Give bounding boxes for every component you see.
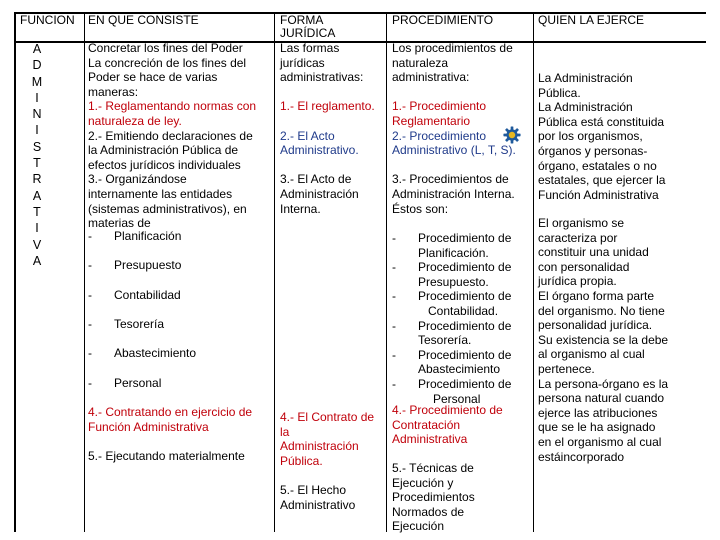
- proc-administrativo-line: Administrativo (L, T, S).: [392, 143, 516, 158]
- funcion-letter: A: [32, 253, 42, 268]
- consiste-bullet-presupuesto: Presupuesto: [114, 258, 182, 272]
- quien-block1-line: órganos y personas-: [538, 144, 648, 158]
- quien-block2-line: pertenece.: [538, 362, 595, 376]
- quien-block2-line: personalidad jurídica.: [538, 318, 653, 333]
- proc-administrativo-line: 2.- Procedimiento: [392, 128, 487, 143]
- proc-sub-dash: -: [392, 289, 396, 304]
- quien-block2-line: El organismo se: [538, 216, 625, 230]
- proc-tecnicas-line: 5.- Técnicas de: [392, 461, 474, 475]
- proc-sub-line: Procedimiento de: [418, 289, 512, 304]
- proc-sub-line: Procedimiento de: [418, 377, 512, 391]
- consiste-bullet-tesoreria: Tesorería: [114, 317, 165, 331]
- quien-block1-line: Pública está constituida: [538, 114, 665, 129]
- proc-contratacion-line: 4.- Procedimiento de: [392, 403, 503, 417]
- funcion-letter: A: [32, 188, 42, 203]
- header-procedimiento: PROCEDIMIENTO: [392, 13, 494, 27]
- consiste-intro-line: La concreción de los fines del: [88, 55, 247, 70]
- funcion-vertical-label: [30, 41, 44, 269]
- consiste-bullet-dash: -: [88, 346, 92, 360]
- forma-contrato-line: Administración: [280, 439, 359, 454]
- quien-block2-line: estáincorporado: [538, 449, 625, 464]
- quien-block2-line: La persona-órgano es la: [538, 376, 669, 391]
- funcion-letter: S: [32, 139, 42, 154]
- proc-sub-line: Procedimiento de: [418, 260, 512, 275]
- proc-sub-line: Personal: [433, 391, 481, 406]
- header-forma-juridica-line1: FORMA: [280, 13, 324, 27]
- proc-sub-line: Planificación.: [418, 245, 489, 260]
- column-divider: [533, 12, 534, 532]
- quien-block2-line: persona natural cuando: [538, 391, 665, 406]
- forma-hecho-line: 5.- El Hecho: [280, 483, 347, 497]
- proc-sub-dash: -: [392, 318, 396, 333]
- consiste-item3-line: internamente las entidades: [88, 187, 233, 201]
- proc-intro-line: Los procedimientos de: [392, 41, 513, 55]
- funcion-letter: I: [35, 123, 39, 138]
- forma-acto-line: 2.- El Acto: [280, 128, 335, 143]
- proc-contratacion-line: Contratación: [392, 417, 461, 432]
- consiste-bullet-dash: -: [88, 376, 92, 390]
- proc-sub-dash: -: [392, 260, 396, 275]
- consiste-item1-line: naturaleza de ley.: [88, 114, 182, 128]
- consiste-bullet-planificacion: Planificación: [114, 229, 182, 243]
- header-forma-juridica-line2: JURÍDICA: [280, 26, 336, 40]
- forma-contrato-line: Pública.: [280, 453, 323, 468]
- proc-sub-dash: -: [392, 377, 396, 391]
- proc-sub-line: Procedimiento de: [418, 231, 512, 245]
- quien-block2-line: constituir una unidad: [538, 245, 649, 260]
- proc-reglamentario-line: 1.- Procedimiento: [392, 99, 487, 114]
- consiste-bullet-dash: -: [88, 258, 92, 272]
- forma-acto-interna-line: Interna.: [280, 201, 321, 216]
- consiste-bullet-dash: -: [88, 288, 92, 302]
- consiste-item2-line: 2.- Emitiendo declaraciones de: [88, 128, 253, 143]
- proc-sub-line: Procedimiento de: [418, 347, 512, 362]
- consiste-bullet-abastecimiento: Abastecimiento: [114, 346, 197, 360]
- forma-acto-line: Administrativo.: [280, 143, 359, 158]
- proc-sub-dash: -: [392, 347, 396, 362]
- funcion-letter: A: [32, 42, 42, 56]
- consiste-item3-line: (sistemas administrativos), en: [88, 201, 247, 216]
- quien-block2-line: en el organismo al cual: [538, 435, 662, 449]
- header-en-que-consiste: EN QUE CONSISTE: [88, 13, 199, 27]
- proc-sub-line: Abastecimiento: [418, 362, 501, 377]
- proc-sub-dash: -: [392, 231, 396, 245]
- forma-acto-interna-line: Administración: [280, 187, 359, 201]
- quien-block1-line: La Administración: [538, 71, 633, 85]
- consiste-bullet-contabilidad: Contabilidad: [114, 288, 181, 302]
- funcion-letter: I: [35, 90, 39, 105]
- column-divider: [84, 12, 85, 532]
- consiste-item4-line: Función Administrativa: [88, 419, 209, 434]
- quien-block1-line: por los organismos,: [538, 129, 643, 144]
- proc-sub-line: Procedimiento de: [418, 318, 512, 333]
- proc-tecnicas-line: Ejecución y: [392, 475, 454, 490]
- quien-block2-line: Su existencia se la debe: [538, 332, 669, 347]
- consiste-item5: 5.- Ejecutando materialmente: [88, 449, 245, 463]
- forma-intro-line: administrativas:: [280, 70, 364, 85]
- funcion-letter: T: [33, 156, 41, 171]
- forma-reglamento: 1.- El reglamento.: [280, 99, 375, 114]
- quien-block2-line: del organismo. No tiene: [538, 303, 665, 318]
- consiste-bullet-dash: -: [88, 229, 92, 243]
- consiste-intro-line: maneras:: [88, 84, 139, 99]
- forma-contrato-line: 4.- El Contrato de: [280, 410, 375, 424]
- proc-sub-line: Tesorería.: [418, 333, 472, 348]
- forma-hecho-line: Administrativo: [280, 497, 356, 512]
- proc-reglamentario-line: Reglamentario: [392, 114, 471, 128]
- quien-block1-line: estatales, que ejercer la: [538, 173, 666, 188]
- quien-block2-line: que se le ha asignado: [538, 420, 656, 435]
- proc-intro-line: naturaleza: [392, 55, 449, 70]
- gear-icon: [503, 126, 521, 144]
- column-divider: [274, 12, 275, 532]
- header-funcion: FUNCION: [20, 13, 75, 27]
- proc-tecnicas-line: Procedimientos: [392, 490, 475, 505]
- quien-block1-line: La Administración: [538, 100, 633, 115]
- funcion-letter: N: [32, 107, 42, 122]
- quien-block2-line: con personalidad: [538, 259, 630, 274]
- funcion-letter: D: [32, 58, 42, 73]
- quien-block1-line: Función Administrativa: [538, 187, 659, 202]
- proc-interna-line: 3.- Procedimientos de: [392, 172, 509, 187]
- header-quien-la-ejerce: QUIEN LA EJERCE: [538, 13, 645, 27]
- quien-block2-line: caracteriza por: [538, 230, 618, 245]
- forma-intro-line: jurídicas: [280, 55, 325, 70]
- quien-block2-line: jurídica propia.: [538, 274, 617, 289]
- proc-tecnicas-line: Ejecución: [392, 519, 445, 534]
- funcion-letter: T: [33, 204, 41, 219]
- forma-acto-interna-line: 3.- El Acto de: [280, 172, 352, 187]
- funcion-letter: M: [31, 74, 43, 89]
- forma-intro-line: Las formas: [280, 41, 340, 55]
- consiste-item4-line: 4.- Contratando en ejercicio de: [88, 405, 253, 419]
- consiste-bullet-personal: Personal: [114, 376, 162, 390]
- funcion-letter: I: [35, 221, 39, 236]
- consiste-bullet-dash: -: [88, 317, 92, 331]
- quien-block2-line: al organismo al cual: [538, 347, 645, 362]
- funcion-letter: V: [32, 237, 42, 252]
- quien-block2-line: El órgano forma parte: [538, 289, 655, 303]
- quien-block1-line: órgano, estatales o no: [538, 158, 657, 173]
- consiste-item3-line: 3.- Organizándose: [88, 172, 187, 187]
- proc-interna-line: Administración Interna.: [392, 187, 515, 201]
- quien-block1-line: Pública.: [538, 85, 581, 100]
- proc-interna-line: Éstos son:: [392, 201, 449, 216]
- consiste-item2-line: efectos jurídicos individuales: [88, 157, 241, 172]
- consiste-item1-line: 1.- Reglamentando normas con: [88, 99, 257, 114]
- funcion-letter: R: [32, 172, 42, 187]
- consiste-intro-line: Concretar los fines del Poder: [88, 41, 243, 55]
- forma-contrato-line: la: [280, 424, 290, 439]
- proc-sub-line: Contabilidad.: [428, 304, 499, 318]
- proc-intro-line: administrativa:: [392, 70, 470, 85]
- proc-tecnicas-line: Normados de: [392, 504, 465, 519]
- proc-contratacion-line: Administrativa: [392, 432, 468, 447]
- consiste-item3-line: materias de: [88, 216, 151, 231]
- quien-block2-line: ejerce las atribuciones: [538, 405, 658, 420]
- consiste-intro-line: Poder se hace de varias: [88, 70, 218, 85]
- proc-sub-line: Presupuesto.: [418, 274, 489, 289]
- consiste-item2-line: la Administración Pública de: [88, 143, 239, 158]
- column-divider: [386, 12, 387, 532]
